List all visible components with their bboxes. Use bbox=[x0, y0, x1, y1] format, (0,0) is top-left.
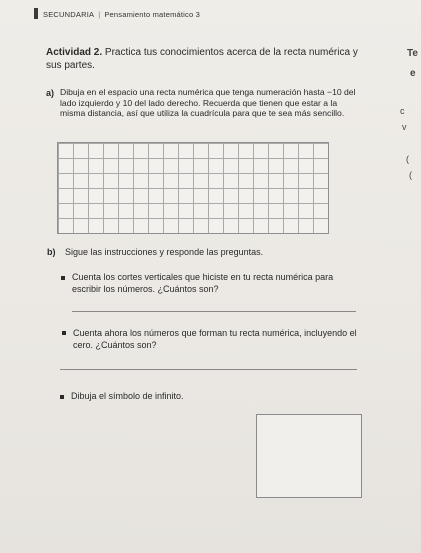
header-section: SECUNDARIA bbox=[43, 10, 95, 19]
number-line-grid[interactable] bbox=[57, 142, 329, 234]
side-mark-3: c bbox=[400, 106, 405, 116]
side-mark-1: Te bbox=[407, 48, 418, 59]
header-marker bbox=[34, 8, 38, 19]
part-a-letter: a) bbox=[46, 88, 55, 98]
side-mark-2: e bbox=[410, 68, 416, 79]
question-1-text: Cuenta los cortes verticales que hiciste en tu recta numérica para escribir los números. ¿Cuántos son? bbox=[72, 272, 334, 294]
part-a-instructions: Dibuja en el espacio una recta numérica que tenga numeración hasta −10 del lado izquierdo y 10 del lado derecho. Recuerda que tienen que estar a la misma distancia, así que utiliza la cuadrícula para que te sea más sencillo. bbox=[60, 87, 356, 119]
question-1-answer-line[interactable] bbox=[72, 311, 356, 312]
header-separator: | bbox=[98, 10, 101, 19]
part-b-instructions: Sigue las instrucciones y responde las preguntas. bbox=[65, 247, 264, 257]
activity-text: Practica tus conocimientos acerca de la recta numérica y sus partes. bbox=[46, 47, 358, 71]
side-mark-4: v bbox=[402, 122, 407, 132]
header-book-title: Pensamiento matemático 3 bbox=[104, 10, 201, 19]
activity-label: Actividad 2. bbox=[46, 47, 103, 58]
question-1-bullet bbox=[61, 276, 65, 280]
question-3-text: Dibuja el símbolo de infinito. bbox=[71, 391, 184, 401]
page-header bbox=[43, 10, 200, 19]
question-2-bullet bbox=[62, 331, 66, 335]
question-2-answer-line[interactable] bbox=[60, 369, 357, 370]
question-3-bullet bbox=[60, 395, 64, 399]
infinity-drawing-box[interactable] bbox=[256, 414, 362, 498]
side-mark-5: ( bbox=[406, 154, 409, 164]
side-mark-6: ( bbox=[409, 170, 412, 180]
question-2-text: Cuenta ahora los números que forman tu recta numérica, incluyendo el cero. ¿Cuántos son? bbox=[73, 328, 357, 350]
activity-title bbox=[46, 46, 376, 72]
part-b-letter: b) bbox=[47, 247, 56, 257]
